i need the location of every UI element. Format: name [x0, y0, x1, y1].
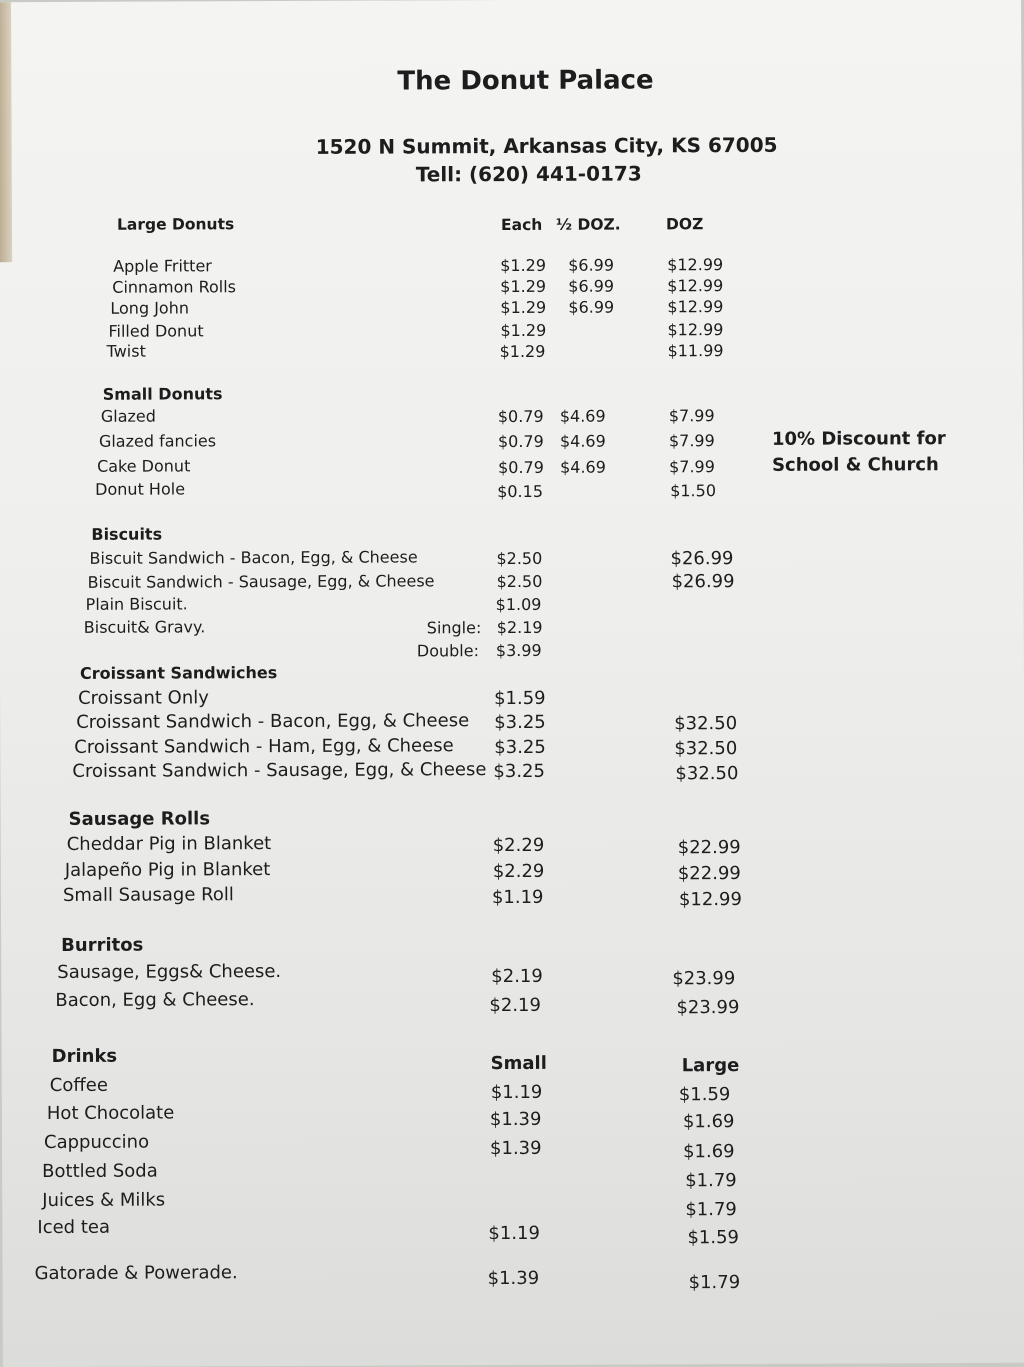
price-dozen: $32.50	[674, 713, 738, 735]
menu-item-name: Bottled Soda	[42, 1160, 158, 1183]
menu-item-name: Cake Donut	[97, 456, 191, 476]
menu-item-name: Iced tea	[37, 1216, 111, 1239]
price-dozen: $11.99	[667, 341, 724, 361]
price-each: $1.29	[499, 341, 546, 362]
price-dozen: $23.99	[676, 997, 740, 1019]
menu-item-name: Apple Fritter	[113, 256, 212, 276]
price-each: $0.79	[497, 431, 544, 452]
price-small: $1.19	[488, 1222, 540, 1245]
price-dozen: $7.99	[668, 406, 715, 426]
price-dozen: $12.99	[667, 276, 724, 296]
price-half-dozen: $6.99	[568, 255, 615, 275]
price-small: $1.19	[490, 1081, 543, 1104]
single-label: Single:	[426, 618, 482, 638]
menu-item-name: Bacon, Egg & Cheese.	[55, 989, 255, 1011]
price-half-dozen: $6.99	[568, 297, 615, 317]
section-heading-croissant-sandwiches: Croissant Sandwiches	[79, 663, 278, 683]
price-each: $2.19	[491, 965, 543, 988]
section-heading-large-donuts: Large Donuts	[116, 215, 235, 234]
price-each: $0.15	[497, 481, 544, 502]
price-dozen: $32.50	[675, 763, 739, 785]
price-dozen: $22.99	[677, 863, 741, 885]
price-each: $3.25	[494, 711, 546, 734]
price-large: $1.59	[678, 1084, 731, 1106]
menu-item-name: Croissant Sandwich - Sausage, Egg, & Cheese	[72, 759, 487, 782]
menu-item-name: Sausage, Eggs& Cheese.	[57, 961, 282, 983]
price-dozen: $26.99	[670, 548, 734, 570]
price-double: $3.99	[495, 640, 542, 661]
menu-item-name: Filled Donut	[108, 321, 204, 341]
price-each: $2.50	[496, 571, 543, 592]
menu-item-name: Hot Chocolate	[46, 1102, 175, 1125]
menu-item-name: Long John	[110, 298, 189, 318]
price-large: $1.79	[688, 1272, 741, 1294]
discount-note-line-2: School & Church	[772, 454, 939, 476]
menu-item-name: Cappuccino	[43, 1131, 150, 1154]
price-large: $1.79	[685, 1199, 737, 1221]
price-single: $2.19	[496, 617, 543, 638]
price-large: $1.69	[683, 1141, 735, 1163]
price-each: $2.50	[496, 548, 543, 569]
column-header-small: Small	[490, 1052, 547, 1075]
price-half-dozen: $4.69	[559, 406, 606, 426]
price-dozen: $7.99	[669, 457, 715, 477]
menu-item-name: Biscuit& Gravy.	[83, 617, 206, 637]
section-heading-drinks: Drinks	[51, 1045, 118, 1068]
price-dozen: $26.99	[671, 571, 735, 593]
price-dozen: $22.99	[677, 837, 741, 859]
price-each: $1.29	[500, 255, 547, 276]
menu-item-name: Donut Hole	[95, 479, 186, 499]
menu-item-name: Croissant Sandwich - Bacon, Egg, & Cheese	[76, 710, 470, 733]
column-header-dozen: DOZ	[665, 215, 704, 234]
menu-item-name: Biscuit Sandwich - Sausage, Egg, & Cheese	[87, 571, 435, 592]
price-small: $1.39	[489, 1137, 542, 1160]
price-small: $1.39	[489, 1108, 542, 1131]
column-header-half-dozen: ½ DOZ.	[555, 215, 621, 234]
background-edge	[0, 2, 12, 262]
discount-note-line-1: 10% Discount for	[771, 428, 946, 450]
menu-item-name: Croissant Sandwich - Ham, Egg, & Cheese	[74, 735, 454, 758]
section-heading-burritos: Burritos	[61, 934, 144, 956]
price-dozen: $23.99	[672, 968, 736, 990]
price-each: $0.79	[498, 457, 544, 478]
double-label: Double:	[416, 641, 479, 661]
price-dozen: $12.99	[667, 320, 724, 340]
price-large: $1.79	[685, 1170, 737, 1192]
section-heading-sausage-rolls: Sausage Rolls	[68, 808, 211, 830]
price-each: $0.79	[497, 406, 544, 427]
price-half-dozen: $6.99	[568, 276, 615, 296]
price-each: $2.29	[492, 860, 545, 883]
price-large: $1.69	[682, 1111, 735, 1133]
menu-item-name: Glazed	[100, 406, 156, 426]
menu-item-name: Biscuit Sandwich - Bacon, Egg, & Cheese	[89, 547, 418, 568]
page-title: The Donut Palace	[397, 65, 654, 97]
column-header-each: Each	[500, 215, 543, 235]
address: 1520 N Summit, Arkansas City, KS 67005	[315, 132, 778, 159]
price-half-dozen: $4.69	[560, 457, 606, 477]
menu-item-name: Gatorade & Powerade.	[34, 1262, 238, 1285]
price-each: $2.29	[492, 834, 545, 857]
price-each: $1.09	[495, 594, 542, 615]
menu-item-name: Cheddar Pig in Blanket	[66, 833, 272, 855]
menu-item-name: Coffee	[49, 1074, 108, 1097]
section-heading-biscuits: Biscuits	[91, 524, 163, 544]
price-each: $1.29	[500, 320, 547, 341]
price-half-dozen: $4.69	[559, 431, 606, 451]
section-heading-small-donuts: Small Donuts	[102, 384, 223, 404]
price-each: $2.19	[489, 994, 541, 1017]
price-dozen: $1.50	[670, 481, 717, 501]
price-each: $1.29	[500, 297, 547, 318]
menu-item-name: Twist	[106, 341, 146, 361]
price-each: $1.29	[500, 276, 547, 297]
price-dozen: $12.99	[667, 255, 724, 275]
menu-item-name: Juices & Milks	[42, 1189, 166, 1212]
price-dozen: $7.99	[668, 431, 715, 451]
price-small: $1.39	[487, 1267, 540, 1290]
menu-item-name: Jalapeño Pig in Blanket	[64, 859, 271, 881]
price-each: $1.59	[494, 687, 546, 710]
price-large: $1.59	[687, 1227, 740, 1249]
price-each: $3.25	[494, 736, 546, 759]
menu-item-name: Cinnamon Rolls	[112, 277, 237, 297]
menu-item-name: Plain Biscuit.	[85, 594, 188, 614]
column-header-large: Large	[681, 1055, 740, 1077]
price-dozen: $12.99	[667, 297, 724, 317]
price-each: $1.19	[491, 886, 544, 909]
phone: Tell: (620) 441-0173	[415, 161, 642, 187]
menu-item-name: Glazed fancies	[98, 431, 217, 451]
price-each: $3.25	[493, 760, 545, 783]
menu-item-name: Croissant Only	[78, 687, 209, 709]
menu-item-name: Small Sausage Roll	[62, 884, 234, 906]
price-dozen: $32.50	[674, 738, 738, 760]
price-dozen: $12.99	[678, 888, 742, 911]
